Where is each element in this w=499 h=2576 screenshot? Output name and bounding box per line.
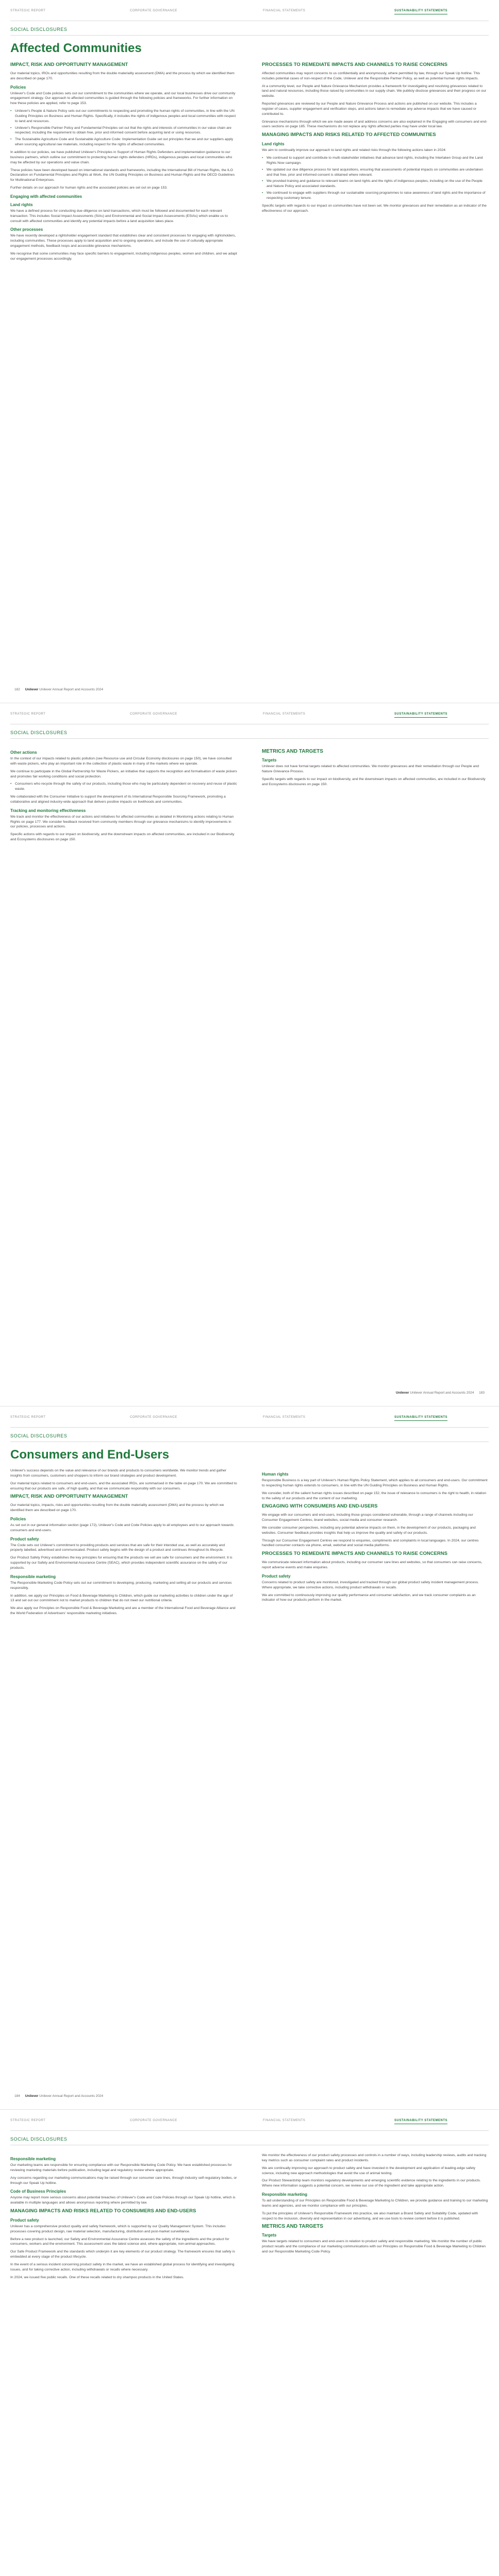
paragraph: We communicate relevant information about products, including our consumer care lines and websites, so that consumers can raise concerns, report adverse events and make enquiries. bbox=[262, 1561, 483, 1570]
list-item-text: Unilever's Responsible Partner Policy and Fundamental Principles set out that the rights and interests of communities in our value chain are respected, including the requirement to obtain free, prior and informed consent before acquiring land or using resources. bbox=[15, 126, 231, 135]
paragraph: In addition to our policies, we have published Unilever's Principles in Support of Human Rights Defenders and implementation guidance to our business partners, which outline our commitment to protecting human rights defenders (HRDs), indigenous peoples and local communities who may be affected by our operations and value chain. bbox=[10, 150, 232, 164]
nav-corporate-governance[interactable]: CORPORATE GOVERNANCE bbox=[130, 9, 177, 12]
top-nav bbox=[10, 2119, 489, 2125]
left-column bbox=[10, 2153, 237, 2283]
paragraph: We are continually improving our approach to product safety and have invested in the development and application of leading-edge safety science, including new approach methodologies that avoid the use of animal testing. bbox=[262, 2166, 475, 2175]
list-item-text: Consumers who recycle through the safety of our products, including those who may be particularly dependent on recovery and reuse of plastic waste. bbox=[15, 782, 237, 791]
page-footer bbox=[396, 1391, 489, 1395]
bullet-icon: • bbox=[10, 782, 12, 786]
paragraph: Unilever has a comprehensive product quality and safety framework, which is supported by our Quality Management System. This includes processes covering product design, raw material selection, manufacturing, distribution and post-market surveillance. bbox=[10, 2224, 226, 2233]
list-item bbox=[10, 782, 237, 792]
metrics-heading: METRICS AND TARGETS bbox=[262, 749, 323, 754]
nav-sustainability-statements[interactable]: SUSTAINABILITY STATEMENTS bbox=[394, 9, 447, 14]
paragraph: We continue to participate in the Global Partnership for Waste Pickers, an initiative that supports the recognition and formalisation of waste pickers and promotes fair working conditions and social protection. bbox=[10, 769, 237, 778]
section-heading: IMPACT, RISK AND OPPORTUNITY MANAGEMENT bbox=[10, 1494, 128, 1500]
report-name: Unilever Annual Report and Accounts 2024 bbox=[39, 2094, 104, 2098]
paragraph: Our material topics, IROs and opportunities resulting from the double materiality assessment (DMA) and the process by which we identified them are described on page 170. bbox=[10, 71, 235, 80]
metrics-heading: METRICS AND TARGETS bbox=[262, 2224, 323, 2230]
bullet-list bbox=[10, 109, 237, 147]
subheading: Targets bbox=[262, 758, 277, 762]
list-item-text: The Sustainable Agriculture Code and Sustainable Agriculture Code: Implementation Guide set out principles that we and our suppliers apply when sourcing agricultural raw materials, including respect for the rights of affected communities. bbox=[15, 138, 234, 147]
section-heading: PROCESSES TO REMEDIATE IMPACTS AND CHANNELS TO RAISE CONCERNS bbox=[262, 1551, 447, 1557]
top-nav bbox=[10, 1416, 489, 1422]
subheading: Tracking and monitoring effectiveness bbox=[10, 808, 86, 813]
bullet-icon: • bbox=[10, 109, 12, 113]
paragraph: To aid understanding of our Principles on Responsible Food & Beverage Marketing to Children, we provide guidance and training to our marketing teams and agencies, and we monitor compliance with our principles. bbox=[262, 2199, 488, 2208]
divider bbox=[10, 738, 489, 739]
report-page bbox=[0, 1406, 499, 2110]
paragraph: Our Product Safety Policy establishes the key principles for ensuring that the products we sell are safe for consumers and the environment. It is supported by our Safety and Environmental Assurance Centre (SEAC), which provides independent scientific assurance on the safety of our products. bbox=[10, 1556, 232, 1570]
subheading: Policies bbox=[10, 84, 26, 90]
paragraph: Through our Consumer Engagement Centres we respond to enquiries, compliments and complaints in local languages. In 2024, our centres handled consumer contacts via phone, email, webchat and social media platforms. bbox=[262, 1538, 479, 1548]
paragraph: In the context of our impacts related to plastic pollution (see Resource use and Circular Economy disclosures on page 150), we have consulted with waste pickers, who play an important role in the collection of plastic waste in many of the markets where we operate. bbox=[10, 757, 232, 766]
brand-name: Unilever bbox=[25, 688, 39, 691]
top-nav bbox=[10, 713, 489, 719]
nav-corporate-governance[interactable]: CORPORATE GOVERNANCE bbox=[130, 1416, 177, 1419]
page-number: 182 bbox=[14, 688, 20, 691]
report-page bbox=[0, 2110, 499, 2576]
list-item-text: We continued to engage with suppliers through our sustainable sourcing programmes to raise awareness of land rights and the importance of respecting customary tenure. bbox=[267, 191, 486, 200]
nav-strategic-report[interactable]: STRATEGIC REPORT bbox=[10, 2119, 46, 2122]
paragraph: Responsible Business is a key part of Unilever's Human Rights Policy Statement, which applies to all consumers and end-users. Our commitment to respecting human rights extends to consumers, in line with the UN Guiding Principles on Business and Human Rights. bbox=[262, 1479, 488, 1487]
list-item bbox=[262, 191, 489, 201]
nav-financial-statements[interactable]: FINANCIAL STATEMENTS bbox=[263, 1416, 306, 1419]
subheading: Engaging with affected communities bbox=[10, 194, 82, 199]
paragraph: Before a new product is launched, our Safety and Environmental Assurance Centre assesses the safety of the ingredients and the product for consumers, workers and the environment. This assessment uses the latest science and, where appropriate, non-animal approaches. bbox=[10, 2237, 229, 2246]
subheading: Land rights bbox=[262, 142, 285, 147]
list-item bbox=[10, 137, 237, 147]
divider bbox=[10, 1427, 489, 1428]
bullet-icon: • bbox=[10, 126, 12, 130]
paragraph: We engage with our consumers and end-users, including those groups considered vulnerable, through a range of channels including our Consumer Engagement Centres, brand websites, social media and consumer research. bbox=[262, 1513, 473, 1522]
subheading: Land rights bbox=[10, 202, 33, 207]
subheading: Product safety bbox=[10, 2217, 39, 2223]
paragraph: We track and monitor the effectiveness of our actions and initiatives for affected communities as detailed in Monitoring actions relating to Human Rights on page 177. We consider feedback received from community members through our grievance mechanisms to identify improvements in our policies, processes and actions. bbox=[10, 815, 234, 829]
list-item-text: We continued to support and contribute to multi-stakeholder initiatives that advance land rights, including the Interlaken Group and the Land Rights Now campaign. bbox=[267, 156, 483, 165]
section-label: SOCIAL DISCLOSURES bbox=[10, 27, 68, 32]
right-column bbox=[262, 1468, 489, 1605]
paragraph: Our marketing teams are responsible for ensuring compliance with our Responsible Marketing Code Policy. We have established processes for reviewing marketing materials before publication, including legal and regulatory review where appropriate. bbox=[10, 2163, 232, 2172]
paragraph: As set out in our general information section (page 172), Unilever's Code and Code Policies apply to all employees and to our approach towards consumers and end-users. bbox=[10, 1523, 234, 1532]
subheading: Policies bbox=[10, 1516, 26, 1521]
bullet-icon: • bbox=[262, 156, 263, 160]
paragraph: Specific targets with regards to our impact on biodiversity, and the downstream impacts on affected communities, are included in our Biodiversity and Ecosystems disclosures on page 150. bbox=[262, 777, 486, 786]
paragraph: At a community level, our People and Nature Grievance Mechanism provides a framework for investigating and resolving grievances related to land and natural resources, including those raised by communities in our supply chain. We publicly disclose grievances and their progress on our website. bbox=[262, 84, 487, 98]
list-item-text: Unilever's People & Nature Policy sets out our commitments to respecting and promoting the human rights of communities, in line with the UN Guiding Principles on Business and Human Rights. Specifically, it includes the rights of indigenous peoples and local communities with respect to land and resources. bbox=[15, 109, 236, 123]
list-item bbox=[262, 179, 489, 189]
paragraph: Further details on our approach for human rights and the associated policies are set out on page 153. bbox=[10, 186, 168, 190]
report-page bbox=[0, 703, 499, 1406]
nav-financial-statements[interactable]: FINANCIAL STATEMENTS bbox=[263, 2119, 306, 2122]
paragraph: Concerns related to product safety are monitored, investigated and tracked through our global product safety incident management process. Where appropriate, we take corrective actions, including product withdrawals or recalls. bbox=[262, 1580, 479, 1589]
page-number: 183 bbox=[479, 1391, 485, 1395]
paragraph: We collaborated with the Consumer Initiative to support the development of its International Responsible Sourcing Framework, promoting a collaborative and aligned industry-wide approach that delivers positive impacts on livelihoods and communities. bbox=[10, 795, 226, 804]
paragraph: We aim to continually improve our approach to land rights and related risks through the following actions taken in 2024: bbox=[262, 148, 446, 152]
list-item bbox=[10, 109, 237, 124]
divider bbox=[10, 35, 489, 36]
subheading: Responsible marketing bbox=[262, 2192, 308, 2197]
paragraph: We have recently developed a rightsholder engagement standard that establishes clear and consistent processes for engaging with rightsholders, including communities. These processes apply to land acquisition and to ongoing operations, and include the use of culturally appropriate engagement methods, feedback loops and accessible grievance mechanisms. bbox=[10, 234, 236, 248]
subheading: Targets bbox=[262, 2233, 277, 2238]
paragraph: Anyone may report more serious concerns about potential breaches of Unilever's Code and Code Policies through our Speak Up hotline, which is available in multiple languages and allows anonymous reporting where permitted by law. bbox=[10, 2196, 236, 2205]
page-number: 184 bbox=[14, 2094, 20, 2098]
paragraph: We consider consumer perspectives, including any potential adverse impacts on them, in the development of our products, packaging and websites. Consumer feedback provides insights that help us improve the quality and safety of our products. bbox=[262, 1526, 476, 1535]
nav-corporate-governance[interactable]: CORPORATE GOVERNANCE bbox=[130, 713, 177, 716]
paragraph: We recognise that some communities may face specific barriers to engagement, including indigenous peoples, women and children, and we adapt our engagement processes accordingly. bbox=[10, 251, 237, 261]
subheading: Other processes bbox=[10, 227, 43, 232]
bullet-icon: • bbox=[10, 138, 12, 142]
paragraph: Unilever does not have formal targets related to affected communities. We monitor grievances and their remediation through our People and Nature Grievance Process. bbox=[262, 765, 479, 773]
nav-financial-statements[interactable]: FINANCIAL STATEMENTS bbox=[263, 713, 306, 716]
paragraph: The Code sets out Unilever's commitment to providing products and services that are safe for their intended use, as well as accurately and properly labelled, advertised and communicated. Product safety begins with the design of a product and continues throughout its lifecycle. bbox=[10, 1543, 225, 1552]
subheading: Human rights bbox=[262, 1472, 289, 1477]
nav-sustainability-statements[interactable]: SUSTAINABILITY STATEMENTS bbox=[394, 1416, 447, 1421]
right-column bbox=[262, 62, 489, 216]
paragraph: Specific targets with regards to our impact on communities have not been set. We monitor grievances and their remediation as an indicator of the effectiveness of our approach. bbox=[262, 204, 487, 213]
paragraph: Our material topics, impacts, risks and opportunities resulting from the double materiality assessment (DMA) and the process by which we identified them are described on page 170. bbox=[10, 1503, 224, 1513]
section-label: SOCIAL DISCLOSURES bbox=[10, 1433, 68, 1438]
subheading: Responsible marketing bbox=[10, 1574, 56, 1579]
list-item-text: We provided training and guidance to relevant teams on land rights and the rights of indigenous peoples, including on the use of the People and Nature Policy and associated standards. bbox=[267, 179, 483, 189]
right-column bbox=[262, 747, 489, 789]
report-name: Unilever Annual Report and Accounts 2024 bbox=[39, 688, 104, 691]
nav-sustainability-statements[interactable]: SUSTAINABILITY STATEMENTS bbox=[394, 2119, 447, 2124]
paragraph: We are committed to continuously improving our quality performance and consumer satisfaction, and we track consumer complaints as an indicator of how our products perform in the market. bbox=[262, 1593, 476, 1602]
nav-strategic-report[interactable]: STRATEGIC REPORT bbox=[10, 713, 46, 716]
paragraph: These policies have been developed based on international standards and frameworks, including the International Bill of Human Rights, the ILO Declaration on Fundamental Principles and Rights at Work, the UN Guiding Principles on Business and Human Rights and the OECD Guidelines for Multinational Enterprises. bbox=[10, 168, 235, 182]
paragraph: Unilever's Code and Code policies sets out our commitment to the communities where we operate, and our local businesses drive our community engagement strategy. Our approach to affected communities is guided through the following policies and frameworks. For further information on how these policies are applied, refer to page 153. bbox=[10, 91, 236, 106]
brand-name: Unilever bbox=[25, 2094, 39, 2098]
section-heading: MANAGING IMPACTS AND RISKS RELATED TO CONSUMERS AND END-USERS bbox=[10, 2208, 196, 2214]
list-item-text: We updated our due diligence process for land acquisitions, ensuring that assessments of potential impacts on communities are undertaken and that free, prior and informed consent is obtained where relevant. bbox=[267, 167, 484, 177]
paragraph: We also apply our Principles on Responsible Food & Beverage Marketing and are a member of the International Food and Beverage Alliance and the World Federation of Advertisers' responsible marketing initiatives. bbox=[10, 1606, 236, 1616]
bullet-list bbox=[262, 156, 489, 201]
paragraph: Unilever's success depends on the value and relevance of our brands and products to consumers worldwide. We monitor trends and gather insights from consumers, customers and shoppers to inform our brand strategies and product development. bbox=[10, 1469, 227, 1478]
section-heading: IMPACT, RISK AND OPPORTUNITY MANAGEMENT bbox=[10, 62, 128, 67]
subheading: Product safety bbox=[10, 1536, 39, 1541]
divider bbox=[10, 2130, 489, 2131]
section-heading: ENGAGING WITH CONSUMERS AND END-USERS bbox=[262, 1503, 378, 1510]
bullet-list bbox=[10, 782, 237, 792]
paragraph: In 2024, we issued five public recalls. One of these recalls related to dry shampoo products in the United States. bbox=[10, 2275, 185, 2279]
paragraph: Specific actions with regards to our impact on biodiversity, and the downstream impacts on affected communities, are included in our Biodiversity and Ecosystems disclosures on page 150. bbox=[10, 833, 235, 842]
nav-sustainability-statements[interactable]: SUSTAINABILITY STATEMENTS bbox=[394, 713, 447, 718]
bullet-icon: • bbox=[262, 179, 263, 183]
report-name: Unilever Annual Report and Accounts 2024 bbox=[410, 1391, 474, 1395]
paragraph: Grievance mechanisms through which we are made aware of and address concerns are also explained in the Engaging with consumers and end-users sections on page 185. These mechanisms do not replace any rights affected parties may have under local law. bbox=[262, 120, 488, 129]
right-column bbox=[262, 2153, 489, 2257]
paragraph: Affected communities may report concerns to us confidentially and anonymously, where permitted by law, through our Speak Up hotline. This includes potential cases of non-respect of the Code, Unilever and the Responsible Partner Policy, as well as potential human rights impacts. bbox=[262, 71, 480, 80]
paragraph: We monitor the effectiveness of our product safety processes and controls in a number of ways, including leadership reviews, audits and tracking key metrics such as consumer complaint rates and product incidents. bbox=[262, 2154, 487, 2162]
paragraph: Our Safe Product Framework and the standards which underpin it are key elements of our product strategy. The framework ensures that safety is embedded at every stage of the product lifecycle. bbox=[10, 2250, 235, 2259]
paragraph: The Responsible Marketing Code Policy sets out our commitment to developing, producing, marketing and selling all our products and services responsibly. bbox=[10, 1581, 232, 1590]
paragraph: We consider, both of the salient human rights issues described on page 152, the issue of relevance to consumers is the right to health, in relation to the safety of our products and the content of our marketing. bbox=[262, 1491, 487, 1500]
subheading: Other actions bbox=[10, 750, 37, 755]
paragraph: Any concerns regarding our marketing communications may be raised through our consumer care lines, through industry self-regulatory bodies, or through our Speak Up hotline. bbox=[10, 2176, 237, 2185]
left-column bbox=[10, 747, 237, 845]
report-page bbox=[0, 0, 499, 703]
section-label: SOCIAL DISCLOSURES bbox=[10, 730, 68, 735]
subheading: Code of Business Principles bbox=[10, 2189, 66, 2194]
list-item bbox=[262, 167, 489, 178]
paragraph: In addition, we apply our Principles on Food & Beverage Marketing to Children, which guide our marketing activities to children under the age of 13 and set out our commitment not to market products to children that do not meet our nutritional criteria. bbox=[10, 1594, 233, 1603]
bullet-icon: • bbox=[262, 191, 263, 195]
left-column bbox=[10, 62, 237, 264]
subheading: Product safety bbox=[262, 1573, 291, 1579]
section-heading: PROCESSES TO REMEDIATE IMPACTS AND CHANNELS TO RAISE CONCERNS bbox=[262, 62, 447, 67]
top-nav bbox=[10, 9, 489, 15]
page-title: Affected Communities bbox=[10, 41, 142, 55]
paragraph: To put the principles of Unilever's Responsible Framework into practice, we also maintain a Brand Safety and Suitability Code, updated with respect to the inclusion, diversity and representation in our advertising, and we use tools to review content before it is published. bbox=[262, 2211, 478, 2221]
paragraph: We have a defined process for conducting due diligence on land transactions, which must be followed and documented for each relevant transaction. This includes Social Impact Assessments (SIAs) and Environmental and Social Impact Assessments (ESIAs) which enable us to consult with affected communities and identify any potential impacts before a land acquisition takes place. bbox=[10, 209, 228, 223]
brand-name: Unilever bbox=[395, 1391, 409, 1395]
paragraph: Reported grievances are reviewed by our People and Nature Grievance Process and actions are published on our website. This includes a register of cases, supplier engagement and verification steps, and actions taken to remediate any adverse impacts that we have caused or contributed to. bbox=[262, 102, 477, 116]
nav-strategic-report[interactable]: STRATEGIC REPORT bbox=[10, 9, 46, 12]
paragraph: We have targets related to consumers and end-users in relation to product safety and responsible marketing. We monitor the number of public product recalls and the compliance of our marketing communications with our Principles on Responsible Food & Beverage Marketing to Children and our Responsible Marketing Code Policy. bbox=[262, 2240, 486, 2254]
bullet-icon: • bbox=[262, 167, 263, 172]
section-label: SOCIAL DISCLOSURES bbox=[10, 2137, 68, 2142]
nav-corporate-governance[interactable]: CORPORATE GOVERNANCE bbox=[130, 2119, 177, 2122]
nav-strategic-report[interactable]: STRATEGIC REPORT bbox=[10, 1416, 46, 1419]
paragraph: In the event of a serious incident concerning product safety in the market, we have an established global process for identifying and investigating issues, and for taking corrective action, including withdrawals or recalls where necessary. bbox=[10, 2263, 235, 2272]
nav-financial-statements[interactable]: FINANCIAL STATEMENTS bbox=[263, 9, 306, 12]
list-item bbox=[10, 126, 237, 136]
subheading: Responsible marketing bbox=[10, 2157, 56, 2161]
section-heading: MANAGING IMPACTS AND RISKS RELATED TO AFFECTED COMMUNITIES bbox=[262, 132, 436, 138]
page-title: Consumers and End-Users bbox=[10, 1448, 170, 1462]
paragraph: Our material topics related to consumers and end-users, and the associated IROs, are summarised in the table on page 170. We are committed to ensuring that our products are safe, of high quality, and that we communicate responsibly with our consumers. bbox=[10, 1481, 237, 1490]
left-column bbox=[10, 1468, 237, 1619]
paragraph: Our Product Stewardship team monitors regulatory developments and emerging scientific evidence relating to the ingredients in our products. Where new information suggests a potential concern, we review our use of the ingredient and take appropriate action. bbox=[262, 2179, 481, 2188]
page-footer bbox=[10, 2094, 103, 2098]
page-footer bbox=[10, 688, 103, 691]
list-item bbox=[262, 156, 489, 166]
